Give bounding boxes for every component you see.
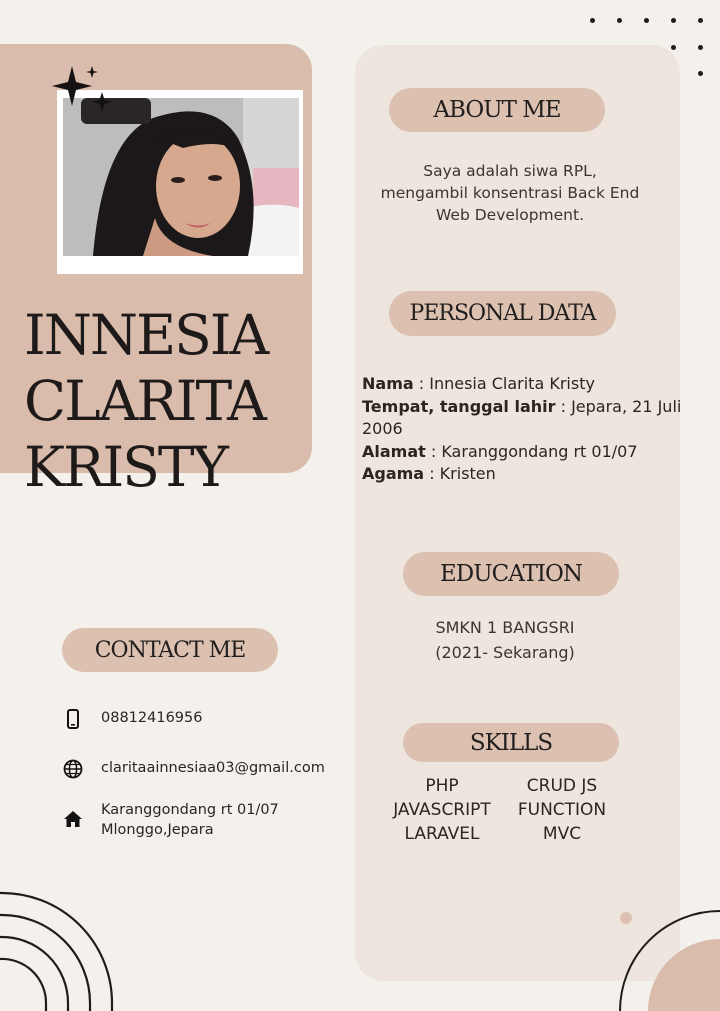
contact-address-row: [62, 800, 279, 840]
personal-item: Nama : Innesia Clarita Kristy: [362, 374, 595, 393]
profile-photo-illustration: [63, 98, 299, 256]
decor-arches: [0, 885, 120, 1011]
name-line: INNESIA: [24, 303, 268, 367]
personal-value: Jepara, 21 Juli 2006: [362, 396, 682, 438]
profile-photo-frame: [57, 90, 303, 274]
about-text: [362, 160, 658, 226]
personal-label: Nama: [362, 374, 414, 393]
contact-phone[interactable]: 08812416956: [101, 710, 203, 726]
decor-dot: [698, 18, 703, 23]
full-name: [24, 302, 314, 500]
decor-dot: [590, 18, 595, 23]
phone-icon: [62, 708, 84, 730]
education-school: SMKN 1 BANGSRI: [435, 618, 575, 637]
personal-label: Agama: [362, 464, 425, 483]
contact-address: [101, 800, 279, 840]
education-text: [380, 615, 630, 665]
address-line: Karanggondang rt 01/07: [101, 802, 279, 818]
personal-data-heading: PERSONAL DATA: [389, 291, 616, 336]
contact-email-row: [62, 758, 325, 780]
profile-photo: [63, 98, 299, 256]
decor-dot: [671, 45, 676, 50]
skill-item: JAVASCRIPT: [393, 800, 491, 820]
personal-label: Tempat, tanggal lahir: [362, 396, 556, 416]
skills-list: [380, 774, 640, 846]
personal-item: Tempat, tanggal lahir : Jepara, 21 Juli 2006: [362, 396, 682, 438]
personal-item: Agama : Kristen: [362, 464, 496, 483]
personal-value: Kristen: [439, 464, 496, 483]
personal-item: Alamat : Karanggondang rt 01/07: [362, 441, 638, 461]
decor-dot: [698, 45, 703, 50]
personal-value: Innesia Clarita Kristy: [429, 374, 595, 393]
skill-item: PHP: [425, 776, 459, 796]
personal-data-list: [362, 373, 682, 486]
decor-dot: [671, 18, 676, 23]
decor-dot: [617, 18, 622, 23]
home-icon: [62, 808, 84, 830]
skill-item: LARAVEL: [404, 824, 480, 844]
skill-item: FUNCTION: [517, 800, 607, 820]
personal-value: Karanggondang rt 01/07: [441, 441, 638, 461]
name-line: KRISTY: [24, 435, 227, 499]
globe-icon: [62, 758, 84, 780]
decor-dot: [644, 18, 649, 23]
about-line: Saya adalah siwa RPL,: [423, 162, 597, 180]
contact-heading: CONTACT ME: [62, 628, 278, 672]
personal-label: Alamat: [362, 441, 426, 461]
education-period: (2021- Sekarang): [435, 643, 575, 662]
skill-item: MVC: [542, 824, 582, 844]
about-heading: ABOUT ME: [389, 88, 605, 132]
contact-email[interactable]: claritaainnesiaa03@gmail.com: [101, 760, 325, 776]
name-line: CLARITA: [24, 369, 265, 433]
about-line: mengambil konsentrasi Back End: [380, 184, 640, 202]
skill-item: CRUD JS: [526, 776, 598, 796]
contact-phone-row: [62, 708, 202, 730]
sparkle-icon: [50, 62, 120, 114]
decor-corner-shape: [600, 900, 720, 1011]
decor-dot: [698, 71, 703, 76]
education-heading: EDUCATION: [403, 552, 619, 596]
address-line: Mlonggo,Jepara: [101, 822, 214, 838]
skills-heading: SKILLS: [403, 723, 619, 762]
about-line: Web Development.: [436, 206, 584, 224]
